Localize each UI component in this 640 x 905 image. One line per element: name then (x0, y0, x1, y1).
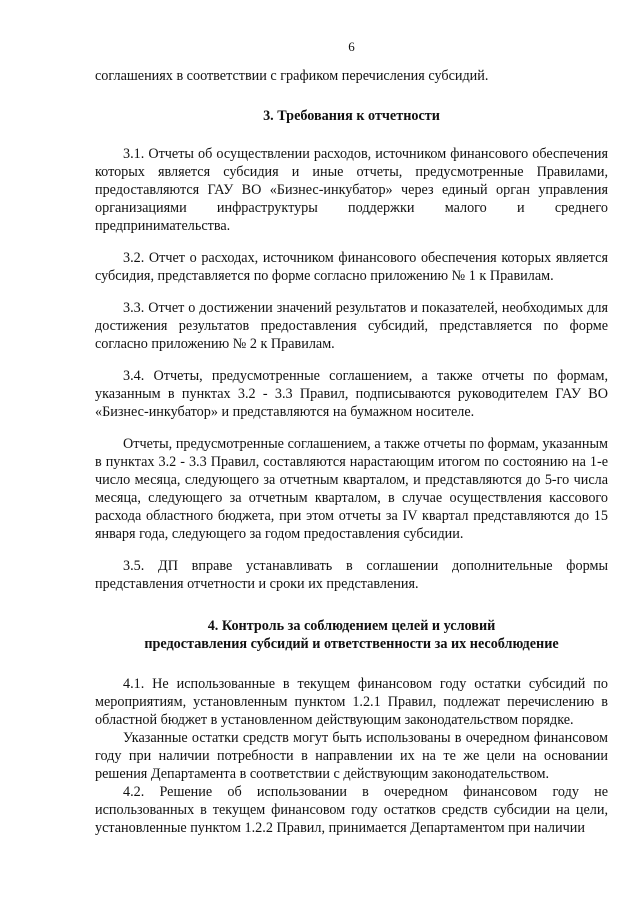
paragraph-3-4: 3.4. Отчеты, предусмотренные соглашением, а также отчеты по формам, указанным в пунктах 3.2 - 3.3 Правил, подписываются руководителем ГАУ ВО «Бизнес-инкубатор» и представляются на бумажном носителе. (95, 368, 608, 420)
paragraph-4-2: 4.2. Решение об использовании в очередном финансовом году не использованных в текущем финансовом году остатков средств субсидии на цели, установленные пунктом 1.2.2 Правил, принимается Департаментом при наличии (95, 784, 608, 836)
section-4-heading (95, 617, 608, 653)
paragraph-3-4-reports: Отчеты, предусмотренные соглашением, а также отчеты по формам, указанным в пунктах 3.2 - 3.3 Правил, составляются нарастающим итогом по состоянию на 1-е число месяца, следующего за отчетным кварталом, и представляются до 5-го числа месяца, следующего за отчетным кварталом, в случае осуществления кассового расхода областного бюджета, при этом отчеты за IV квартал представляются до 15 января года, следующего за годом предоставления субсидии. (95, 436, 608, 542)
paragraph-3-3: 3.3. Отчет о достижении значений результатов и показателей, необходимых для достижения результатов предоставления субсидий, представляется по форме согласно приложению № 2 к Правилам. (95, 300, 608, 352)
paragraph-3-2: 3.2. Отчет о расходах, источником финансового обеспечения которых является субсидия, представляется по форме согласно приложению № 1 к Правилам. (95, 250, 608, 284)
section-3-heading: 3. Требования к отчетности (263, 108, 440, 124)
paragraph-3-5: 3.5. ДП вправе устанавливать в соглашении дополнительные формы представления отчетности и сроки их представления. (95, 558, 608, 592)
paragraph-4-1-remainder: Указанные остатки средств могут быть использованы в очередном финансовом году при наличии потребности в направлении их на те же цели на основании решения Департамента в соответствии с действующим законодательством. (95, 730, 608, 782)
section-4-heading-line-2: предоставления субсидий и ответственности за их несоблюдение (144, 636, 559, 652)
intro-paragraph: соглашениях в соответствии с графиком перечисления субсидий. (95, 68, 489, 84)
page-number: 6 (348, 39, 355, 54)
section-4-heading-line-1: 4. Контроль за соблюдением целей и условий (207, 618, 496, 634)
paragraph-4-1: 4.1. Не использованные в текущем финансовом году остатки субсидий по мероприятиям, установленным пунктом 1.2.1 Правил, подлежат перечислению в областной бюджет в установленном действующим законодательством порядке. (95, 676, 608, 728)
paragraph-3-1: 3.1. Отчеты об осуществлении расходов, источником финансового обеспечения которых является субсидия и иные отчеты, предусмотренные Правилами, предоставляются ГАУ ВО «Бизнес-инкубатор» через единый орган управления организациями инфраструктуры поддержки малого и среднего предпринимательства. (95, 146, 608, 234)
